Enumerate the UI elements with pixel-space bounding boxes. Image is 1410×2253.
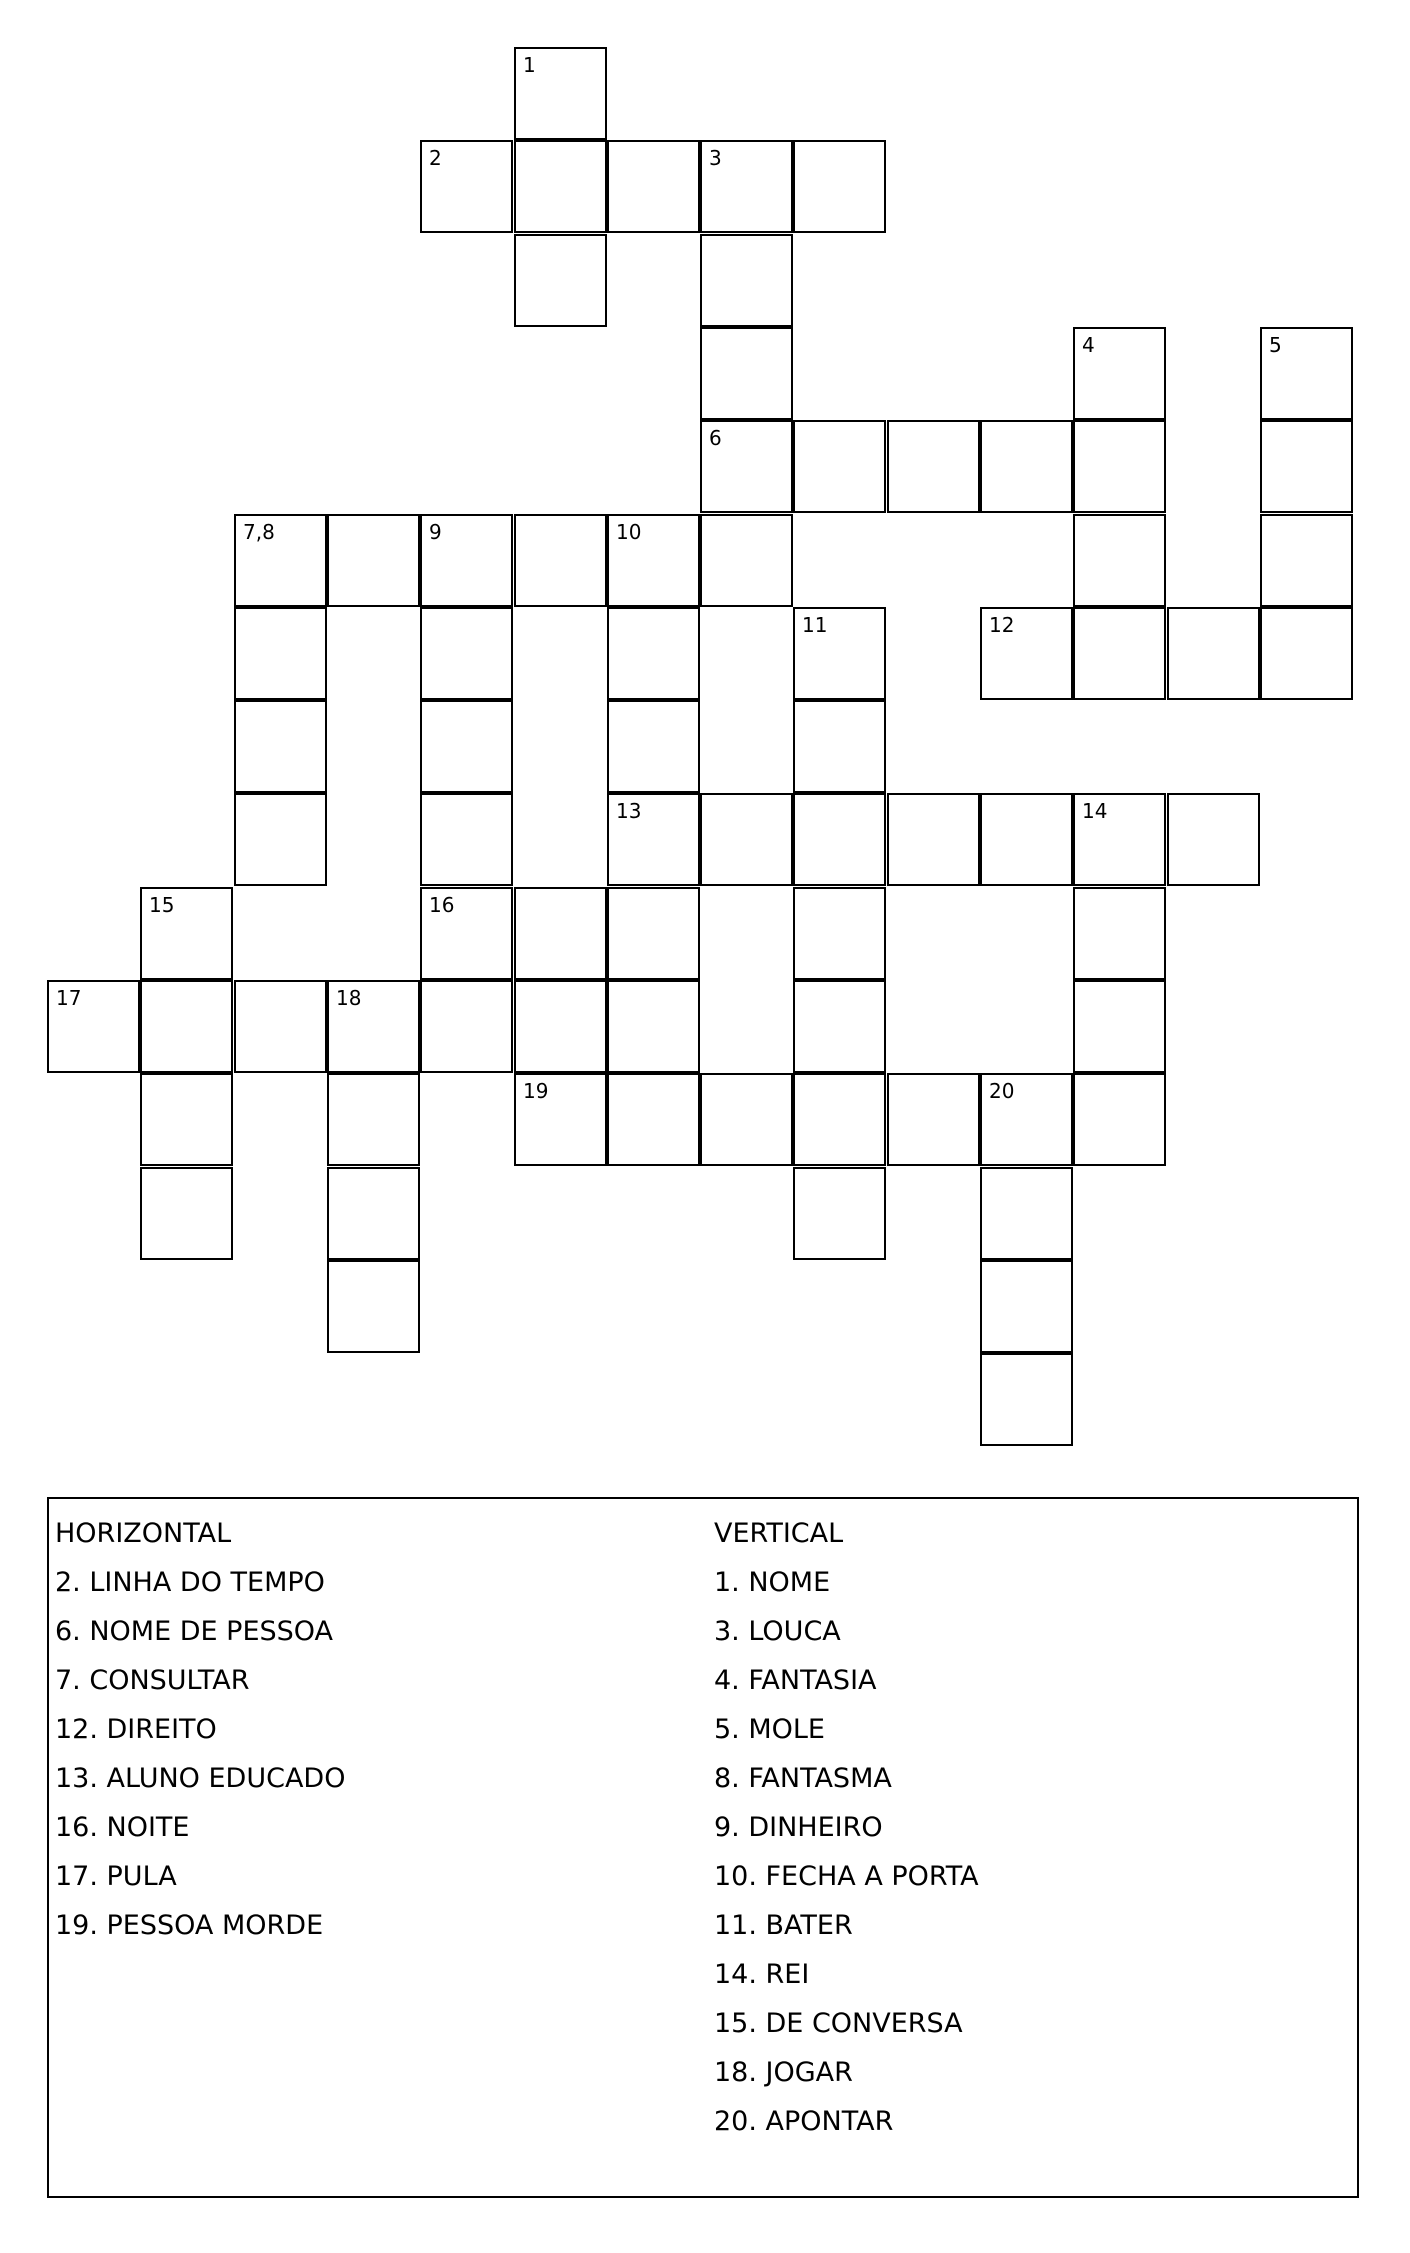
crossword-cell[interactable] (140, 980, 233, 1073)
clue-number: 13 (616, 799, 642, 823)
clue-vertical-9: 9. DINHEIRO (714, 1812, 883, 1843)
crossword-cell[interactable] (1260, 327, 1353, 420)
crossword-cell[interactable] (234, 607, 327, 700)
clue-vertical-18: 18. JOGAR (714, 2057, 853, 2088)
clue-number: 2 (429, 146, 442, 170)
crossword-cell[interactable] (793, 140, 886, 233)
crossword-cell[interactable] (234, 980, 327, 1073)
crossword-cell[interactable] (980, 1353, 1073, 1446)
clue-number: 6 (709, 426, 722, 450)
clue-vertical-11: 11. BATER (714, 1910, 853, 1941)
vertical-heading: VERTICAL (714, 1518, 844, 1549)
clue-vertical-1: 1. NOME (714, 1567, 831, 1598)
crossword-cell[interactable] (1073, 514, 1166, 607)
crossword-cell[interactable] (700, 140, 793, 233)
crossword-cell[interactable] (327, 514, 420, 607)
horizontal-clues (55, 1509, 345, 1950)
clue-number: 18 (336, 986, 362, 1010)
clue-horizontal-6: 6. NOME DE PESSOA (55, 1616, 334, 1647)
clue-horizontal-7: 7. CONSULTAR (55, 1665, 250, 1696)
crossword-cell[interactable] (700, 793, 793, 886)
crossword-cell[interactable] (607, 140, 700, 233)
clue-vertical-20: 20. APONTAR (714, 2106, 894, 2137)
crossword-cell[interactable] (980, 420, 1073, 513)
crossword-cell[interactable] (234, 700, 327, 793)
crossword-cell[interactable] (327, 1260, 420, 1353)
crossword-cell[interactable] (793, 887, 886, 980)
clue-vertical-3: 3. LOUCA (714, 1616, 841, 1647)
crossword-cell[interactable] (327, 1167, 420, 1260)
crossword-cell[interactable] (47, 980, 140, 1073)
crossword-cell[interactable] (793, 793, 886, 886)
crossword-cell[interactable] (1260, 607, 1353, 700)
crossword-cell[interactable] (514, 47, 607, 140)
clue-vertical-4: 4. FANTASIA (714, 1665, 877, 1696)
clue-horizontal-13: 13. ALUNO EDUCADO (55, 1763, 346, 1794)
clue-number: 11 (802, 613, 828, 637)
clue-number: 15 (149, 893, 175, 917)
crossword-cell[interactable] (420, 793, 513, 886)
crossword-cell[interactable] (234, 514, 327, 607)
clue-horizontal-19: 19. PESSOA MORDE (55, 1910, 324, 1941)
clues-box (47, 1497, 1359, 2198)
crossword-cell[interactable] (700, 1073, 793, 1166)
clue-horizontal-16: 16. NOITE (55, 1812, 190, 1843)
clue-vertical-10: 10. FECHA A PORTA (714, 1861, 979, 1892)
crossword-cell[interactable] (1260, 514, 1353, 607)
crossword-cell[interactable] (1073, 327, 1166, 420)
clue-number: 9 (429, 520, 442, 544)
crossword-cell[interactable] (980, 607, 1073, 700)
crossword-cell[interactable] (420, 700, 513, 793)
clue-number: 14 (1082, 799, 1108, 823)
crossword-cell[interactable] (327, 980, 420, 1073)
crossword-cell[interactable] (514, 140, 607, 233)
crossword-cell[interactable] (1260, 420, 1353, 513)
crossword-cell[interactable] (793, 1073, 886, 1166)
crossword-cell[interactable] (327, 1073, 420, 1166)
crossword-cell[interactable] (140, 1167, 233, 1260)
crossword-cell[interactable] (514, 887, 607, 980)
crossword-cell[interactable] (793, 980, 886, 1073)
crossword-cell[interactable] (700, 234, 793, 327)
crossword-cell[interactable] (887, 1073, 980, 1166)
crossword-cell[interactable] (514, 980, 607, 1073)
crossword-cell[interactable] (607, 514, 700, 607)
crossword-cell[interactable] (514, 1073, 607, 1166)
crossword-cell[interactable] (793, 420, 886, 513)
crossword-cell[interactable] (607, 607, 700, 700)
crossword-cell[interactable] (1167, 607, 1260, 700)
crossword-cell[interactable] (607, 793, 700, 886)
crossword-cell[interactable] (514, 514, 607, 607)
clue-number: 17 (56, 986, 82, 1010)
clue-number: 1 (523, 53, 536, 77)
clue-horizontal-17: 17. PULA (55, 1861, 177, 1892)
clue-number: 16 (429, 893, 455, 917)
clue-vertical-8: 8. FANTASMA (714, 1763, 892, 1794)
clue-number: 7,8 (243, 520, 275, 544)
crossword-cell[interactable] (793, 607, 886, 700)
crossword-cell[interactable] (980, 1167, 1073, 1260)
crossword-cell[interactable] (700, 327, 793, 420)
crossword-cell[interactable] (887, 420, 980, 513)
clue-vertical-14: 14. REI (714, 1959, 810, 1990)
crossword-cell[interactable] (420, 980, 513, 1073)
crossword-cell[interactable] (420, 140, 513, 233)
clue-number: 3 (709, 146, 722, 170)
crossword-cell[interactable] (980, 1260, 1073, 1353)
crossword-cell[interactable] (1073, 607, 1166, 700)
clue-horizontal-2: 2. LINHA DO TEMPO (55, 1567, 325, 1598)
crossword-cell[interactable] (980, 793, 1073, 886)
clue-number: 20 (989, 1079, 1015, 1103)
crossword-cell[interactable] (1073, 980, 1166, 1073)
clue-horizontal-12: 12. DIREITO (55, 1714, 217, 1745)
crossword-cell[interactable] (793, 1167, 886, 1260)
crossword-cell[interactable] (607, 887, 700, 980)
crossword-cell[interactable] (1073, 793, 1166, 886)
crossword-cell[interactable] (887, 793, 980, 886)
clue-number: 4 (1082, 333, 1095, 357)
crossword-cell[interactable] (1073, 1073, 1166, 1166)
crossword-cell[interactable] (607, 1073, 700, 1166)
crossword-cell[interactable] (234, 793, 327, 886)
crossword-cell[interactable] (607, 980, 700, 1073)
crossword-cell[interactable] (514, 234, 607, 327)
clue-number: 19 (523, 1079, 549, 1103)
crossword-cell[interactable] (793, 700, 886, 793)
crossword-cell[interactable] (700, 420, 793, 513)
crossword-cell[interactable] (607, 700, 700, 793)
crossword-cell[interactable] (1167, 793, 1260, 886)
clue-vertical-5: 5. MOLE (714, 1714, 825, 1745)
crossword-cell[interactable] (1073, 887, 1166, 980)
vertical-clues (714, 1509, 979, 2146)
crossword-cell[interactable] (700, 514, 793, 607)
crossword-cell[interactable] (420, 887, 513, 980)
crossword-cell[interactable] (140, 1073, 233, 1166)
horizontal-heading: HORIZONTAL (55, 1518, 232, 1549)
crossword-cell[interactable] (980, 1073, 1073, 1166)
crossword-cell[interactable] (1073, 420, 1166, 513)
crossword-cell[interactable] (420, 514, 513, 607)
crossword-cell[interactable] (420, 607, 513, 700)
crossword-cell[interactable] (140, 887, 233, 980)
clue-number: 5 (1269, 333, 1282, 357)
clue-number: 10 (616, 520, 642, 544)
clue-vertical-15: 15. DE CONVERSA (714, 2008, 963, 2039)
clue-number: 12 (989, 613, 1015, 637)
